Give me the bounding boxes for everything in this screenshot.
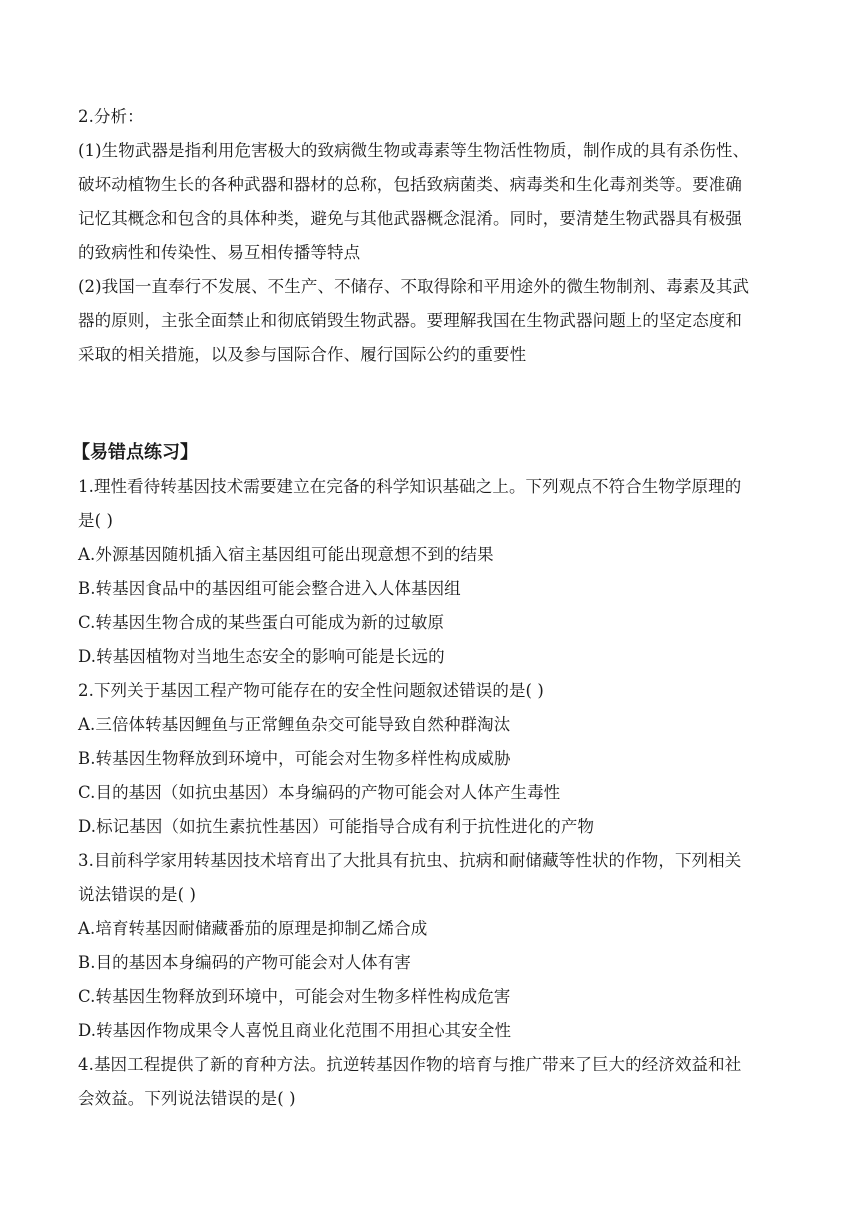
question-stem: 是( ) (78, 511, 114, 530)
analysis-title: 2.分析： (78, 107, 144, 126)
question-3 (78, 844, 778, 1048)
paragraph-line: (1)生物武器是指利用危害极大的致病微生物或毒素等生物活性物质，制作成的具有杀伤性、 (78, 141, 750, 160)
paragraph-line: 器的原则，主张全面禁止和彻底销毁生物武器。要理解我国在生物武器问题上的坚定态度和 (78, 311, 742, 330)
option-a: A.三倍体转基因鲤鱼与正常鲤鱼杂交可能导致自然种群淘汰 (78, 715, 511, 734)
section-spacer (78, 372, 778, 436)
paragraph-line: 记忆其概念和包含的具体种类，避免与其他武器概念混淆。同时，要清楚生物武器具有极强 (78, 209, 742, 228)
question-stem: 会效益。下列说法错误的是( ) (78, 1089, 296, 1108)
section-heading: 【易错点练习】 (72, 442, 198, 463)
question-2 (78, 674, 778, 844)
paragraph-line: (2)我国一直奉行不发展、不生产、不储存、不取得除和平用途外的微生物制剂、毒素及其武 (78, 277, 750, 296)
option-c: C.目的基因（如抗虫基因）本身编码的产物可能会对人体产生毒性 (78, 783, 561, 802)
option-c: C.转基因生物合成的某些蛋白可能成为新的过敏原 (78, 613, 445, 632)
option-b: B.转基因食品中的基因组可能会整合进入人体基因组 (78, 579, 461, 598)
paragraph-line: 破坏动植物生长的各种武器和器材的总称，包括致病菌类、病毒类和生化毒剂类等。要准确 (78, 175, 742, 194)
option-d: D.转基因作物成果令人喜悦且商业化范围不用担心其安全性 (78, 1021, 512, 1040)
option-a: A.外源基因随机插入宿主基因组可能出现意想不到的结果 (78, 545, 494, 564)
question-stem: 2.下列关于基因工程产物可能存在的安全性问题叙述错误的是( ) (78, 681, 544, 700)
option-b: B.转基因生物释放到环境中，可能会对生物多样性构成威胁 (78, 749, 511, 768)
option-c: C.转基因生物释放到环境中，可能会对生物多样性构成危害 (78, 987, 511, 1006)
paragraph-line: 的致病性和传染性、易互相传播等特点 (78, 243, 361, 262)
question-stem: 1.理性看待转基因技术需要建立在完备的科学知识基础之上。下列观点不符合生物学原理的 (78, 477, 742, 496)
option-d: D.标记基因（如抗生素抗性基因）可能指导合成有利于抗性进化的产物 (78, 817, 595, 836)
question-1 (78, 470, 778, 674)
question-stem: 说法错误的是( ) (78, 885, 197, 904)
document-page (72, 100, 778, 1116)
option-a: A.培育转基因耐储藏番茄的原理是抑制乙烯合成 (78, 919, 428, 938)
option-b: B.目的基因本身编码的产物可能会对人体有害 (78, 953, 411, 972)
option-d: D.转基因植物对当地生态安全的影响可能是长远的 (78, 647, 445, 666)
question-stem: 3.目前科学家用转基因技术培育出了大批具有抗虫、抗病和耐储藏等性状的作物，下列相关 (78, 851, 742, 870)
analysis-paragraph-1 (78, 134, 778, 270)
question-stem: 4.基因工程提供了新的育种方法。抗逆转基因作物的培育与推广带来了巨大的经济效益和社 (78, 1055, 742, 1074)
paragraph-line: 采取的相关措施，以及参与国际合作、履行国际公约的重要性 (78, 345, 527, 364)
question-4 (78, 1048, 778, 1116)
analysis-paragraph-2 (78, 270, 778, 372)
